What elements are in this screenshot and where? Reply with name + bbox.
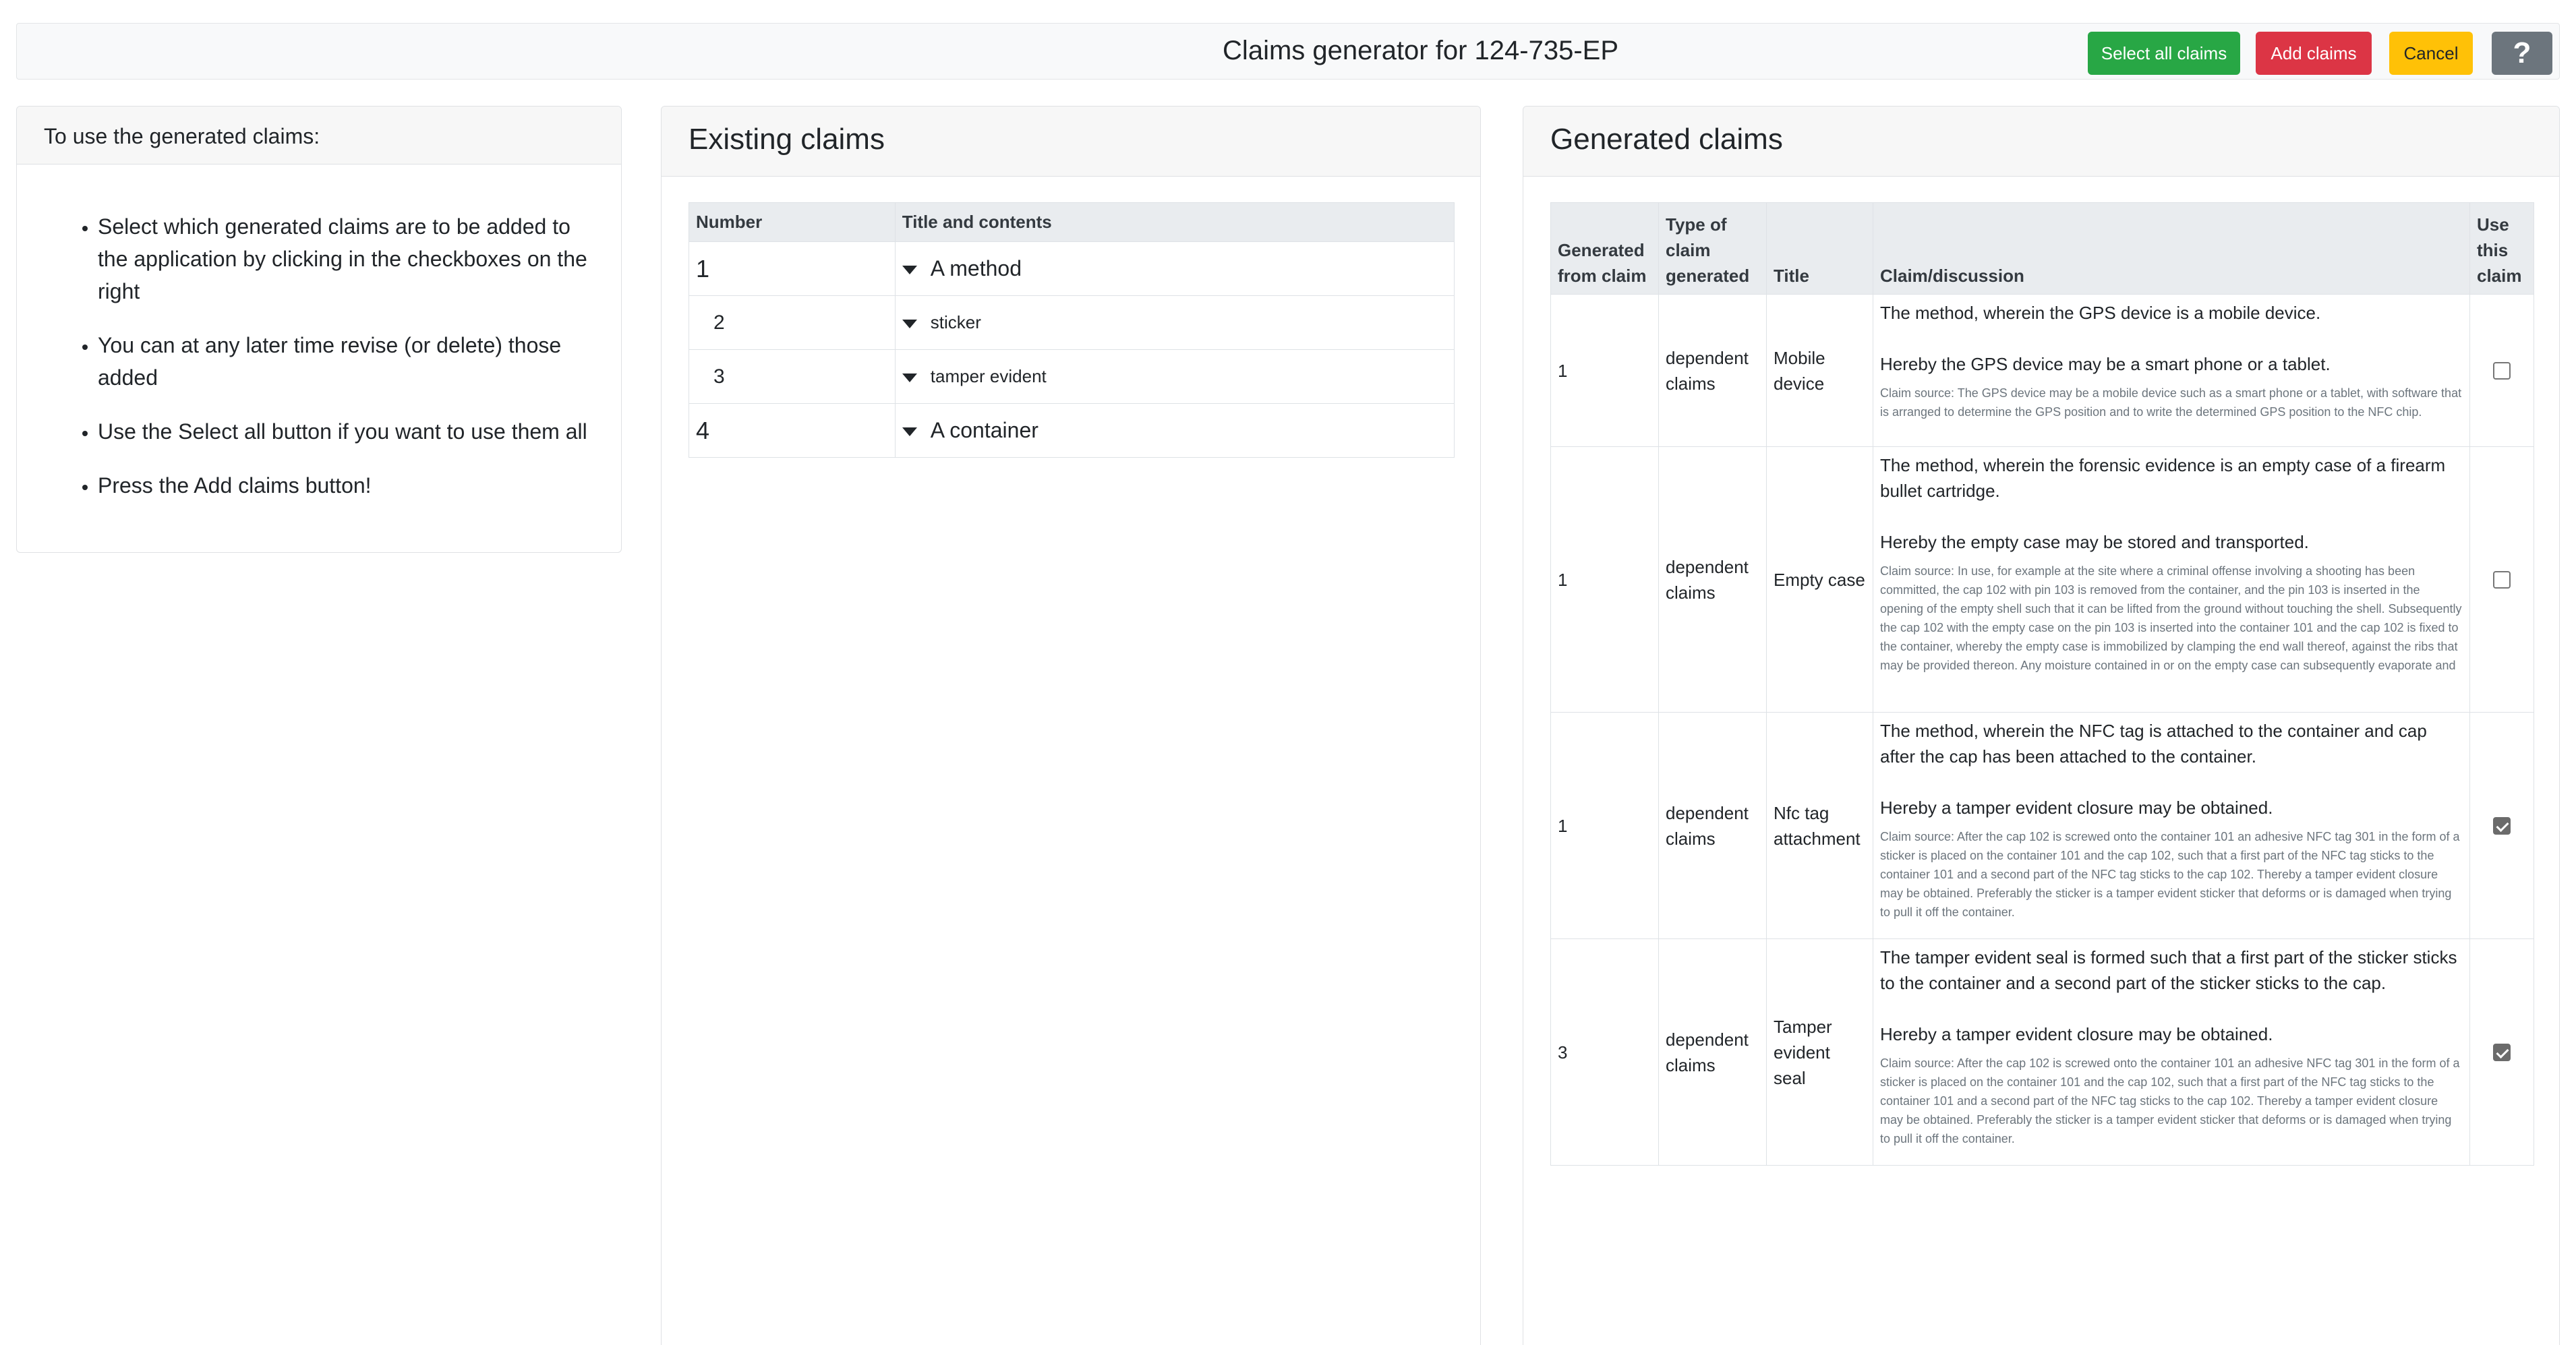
instruction-item: • Use the Select all button if you want to use them all (98, 415, 594, 448)
claim-discussion (1873, 447, 2470, 713)
column-header-use-claim: Use this claim (2470, 203, 2534, 295)
caret-down-icon[interactable] (902, 320, 917, 328)
column-header-generated-from: Generated from claim (1551, 203, 1659, 295)
claim-type: dependent claims (1659, 447, 1767, 713)
claim-discussion (1873, 713, 2470, 939)
column-header-number: Number (689, 203, 896, 242)
claim-title-cell[interactable] (895, 242, 1454, 296)
help-button[interactable]: ? (2492, 32, 2552, 75)
claim-type: dependent claims (1659, 713, 1767, 939)
claim-title: Mobile device (1767, 295, 1873, 447)
use-claim-checkbox[interactable] (2493, 817, 2511, 835)
claim-text: The method, wherein the NFC tag is attached to the container and cap after the cap has been attached to the container. (1880, 721, 2427, 767)
claim-discussion (1873, 939, 2470, 1166)
add-claims-button[interactable]: Add claims (2256, 32, 2372, 75)
claim-source: Claim source: In use, for example at the site where a criminal offense involving a shooting has been committed, the cap 102 with pin 103 is removed from the container, and the pin 103 is inserted in the opening of the empty shell such that it can be lifted from the ground without touching the shell. Subsequently the cap 102 with the empty case on the pin 103 is inserted into the container 101 and the cap 102 is fixed to the container, whereby the empty case is immobilized by clamping the end wall thereof, against the ribs that may be provided thereon. Any moisture contained in or on the empty case can subsequently evaporate and (1880, 564, 2462, 672)
column-header-title: Title (1767, 203, 1873, 295)
use-claim-checkbox[interactable] (2493, 571, 2511, 589)
top-bar (16, 23, 2560, 80)
table-row (1551, 295, 2534, 447)
existing-claims-title: Existing claims (662, 107, 1480, 177)
claim-hereby: Hereby a tamper evident closure may be obtained. (1880, 798, 2273, 818)
claim-type: dependent claims (1659, 939, 1767, 1166)
claim-hereby: Hereby a tamper evident closure may be obtained. (1880, 1024, 2273, 1044)
table-row[interactable] (689, 242, 1455, 296)
column-header-title-contents: Title and contents (895, 203, 1454, 242)
existing-claims-card (661, 106, 1481, 1345)
claim-title: Tamper evident seal (1767, 939, 1873, 1166)
instructions-card (16, 106, 622, 553)
claim-type: dependent claims (1659, 295, 1767, 447)
use-claim-checkbox[interactable] (2493, 362, 2511, 380)
table-row (1551, 713, 2534, 939)
instructions-title: To use the generated claims: (17, 107, 621, 165)
claim-title: A container (930, 418, 1038, 442)
claim-hereby: Hereby the empty case may be stored and transported. (1880, 532, 2309, 552)
column-header-claim-discussion: Claim/discussion (1873, 203, 2470, 295)
page-title: Claims generator for 124-735-EP (1223, 36, 1618, 65)
claim-title-cell[interactable] (895, 404, 1454, 458)
caret-down-icon[interactable] (902, 266, 917, 274)
generated-claims-card (1523, 106, 2560, 1345)
instruction-item: • Select which generated claims are to be added to the application by clicking in the checkboxes on the right (98, 210, 594, 307)
claim-title: tamper evident (930, 366, 1047, 386)
generated-from: 1 (1551, 447, 1659, 713)
generated-from: 3 (1551, 939, 1659, 1166)
instruction-item: • Press the Add claims button! (98, 469, 594, 502)
generated-claims-table (1550, 202, 2534, 1166)
claim-title: sticker (930, 312, 981, 332)
claim-text: The tamper evident seal is formed such that a first part of the sticker sticks to the container and a second part of the sticker sticks to the cap. (1880, 947, 2457, 993)
claim-number: 3 (689, 350, 896, 404)
instructions-list (17, 165, 621, 502)
use-claim-cell[interactable] (2470, 447, 2534, 713)
claim-discussion (1873, 295, 2470, 447)
select-all-claims-button[interactable]: Select all claims (2088, 32, 2240, 75)
generated-from: 1 (1551, 295, 1659, 447)
use-claim-cell[interactable] (2470, 295, 2534, 447)
claim-title: A method (930, 256, 1022, 280)
generated-from: 1 (1551, 713, 1659, 939)
table-row[interactable] (689, 404, 1455, 458)
claim-title: Nfc tag attachment (1767, 713, 1873, 939)
generated-claims-title: Generated claims (1523, 107, 2559, 177)
claim-hereby: Hereby the GPS device may be a smart phone or a tablet. (1880, 354, 2331, 374)
use-claim-checkbox[interactable] (2493, 1044, 2511, 1061)
instruction-item: • You can at any later time revise (or delete) those added (98, 329, 594, 394)
cancel-button[interactable]: Cancel (2389, 32, 2473, 75)
claim-number: 4 (689, 404, 896, 458)
claim-number: 2 (689, 296, 896, 350)
claim-text: The method, wherein the forensic evidence is an empty case of a firearm bullet cartridge. (1880, 455, 2446, 501)
claim-source: Claim source: After the cap 102 is screwed onto the container 101 an adhesive NFC tag 301 in the form of a sticker is placed on the container 101 and the cap 102, such that a first part of the NFC tag sticks to the container 101 and a second part of the NFC tag sticks to the cap 102. Thereby a tamper evident closure may be obtained. Preferably the sticker is a tamper evident sticker that deforms or is damaged when trying to pull it off the container. (1880, 830, 2460, 919)
caret-down-icon[interactable] (902, 373, 917, 382)
claim-title: Empty case (1767, 447, 1873, 713)
claim-number: 1 (689, 242, 896, 296)
table-row[interactable] (689, 296, 1455, 350)
claim-source: Claim source: After the cap 102 is screwed onto the container 101 an adhesive NFC tag 301 in the form of a sticker is placed on the container 101 and the cap 102, such that a first part of the NFC tag sticks to the container 101 and a second part of the NFC tag sticks to the cap 102. Thereby a tamper evident closure may be obtained. Preferably the sticker is a tamper evident sticker that deforms or is damaged when trying to pull it off the container. (1880, 1056, 2460, 1145)
table-row[interactable] (689, 350, 1455, 404)
existing-claims-table (689, 202, 1455, 458)
claim-title-cell[interactable] (895, 296, 1454, 350)
column-header-type: Type of claim generated (1659, 203, 1767, 295)
table-row (1551, 939, 2534, 1166)
use-claim-cell[interactable] (2470, 713, 2534, 939)
table-row (1551, 447, 2534, 713)
claim-source: Claim source: The GPS device may be a mobile device such as a smart phone or a tablet, with software that is arranged to determine the GPS position and to write the determined GPS position to the NFC chip. (1880, 386, 2462, 419)
caret-down-icon[interactable] (902, 427, 917, 436)
claim-title-cell[interactable] (895, 350, 1454, 404)
use-claim-cell[interactable] (2470, 939, 2534, 1166)
claim-text: The method, wherein the GPS device is a mobile device. (1880, 303, 2321, 323)
